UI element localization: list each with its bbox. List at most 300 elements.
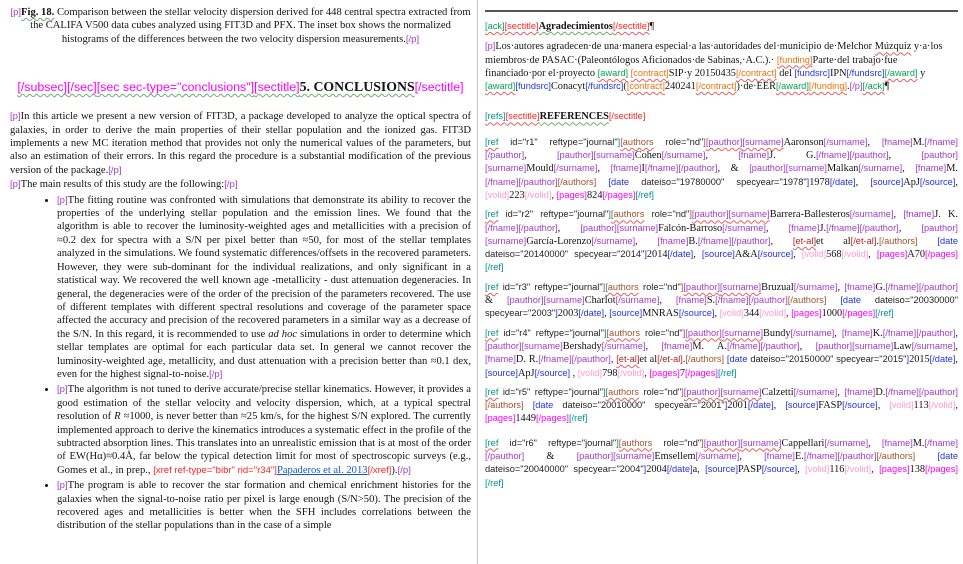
markup-tag: [/pauthor] — [518, 222, 558, 233]
markup-tag: [/pauthor] — [849, 150, 889, 161]
markup-tag: [/surname] — [591, 235, 636, 246]
text-run: , — [524, 150, 557, 162]
markup-tag: [fname] — [661, 340, 693, 351]
text-run: D. — [875, 386, 886, 398]
markup-tag: [award] — [597, 67, 629, 78]
text-run: , — [955, 176, 958, 188]
markup-tag: [/source] — [761, 464, 798, 475]
markup-tag: [/source] — [757, 249, 794, 260]
text-run: Falcón-Barroso — [658, 222, 723, 234]
markup-tag: [/pauthor] — [918, 386, 959, 397]
markup-tag: [/volid] — [841, 249, 869, 260]
markup-tag: [/sectitle] — [414, 80, 464, 95]
text-run: M. — [912, 136, 925, 148]
markup-tag: [/authors] — [485, 400, 524, 411]
markup-tag: ] — [602, 281, 606, 292]
text-run: Barrera-Ballesteros — [769, 209, 850, 221]
markup-tag: [/p] — [224, 179, 238, 191]
text-run — [524, 400, 533, 411]
text-run: , — [955, 354, 958, 366]
text-run: A&A — [734, 249, 758, 261]
bullet-item-star-formation — [57, 479, 471, 533]
markup-tag: [pages] — [879, 464, 910, 475]
text-run: , — [868, 249, 877, 261]
markup-tag: [/fname] — [924, 437, 958, 448]
markup-tag: ] — [806, 176, 810, 187]
markup-tag: [p] — [485, 41, 496, 52]
bullet-item-kinematics — [57, 383, 471, 477]
papaderos-2013-link[interactable]: Papaderos et al. 2013 — [276, 464, 368, 476]
markup-tag: dateiso="20010000" specyear="2001" — [553, 400, 725, 411]
text-run: PASP — [738, 464, 762, 476]
markup-tag: [surname] — [543, 295, 585, 306]
markup-tag: [surname] — [785, 163, 827, 174]
text-run: , — [714, 308, 720, 320]
markup-tag: [/sectitle] — [612, 21, 650, 31]
text-run: 113 — [913, 400, 929, 412]
markup-tag: [/contract] — [695, 81, 737, 92]
text-run: simulations in order to determine which stellar templates are optimal for each particular data set. In general we cannot recover the luminosity-weighted age, metallicity, and dust attenuation with a precision better than ≈0.1 dex, even for the highest signal-to-noise. — [57, 328, 471, 380]
markup-tag: ] — [643, 464, 647, 475]
markup-tag: [source] — [609, 308, 643, 319]
markup-tag: id="r2" reftype="journal" — [498, 209, 609, 220]
markup-tag: [/authors] — [878, 235, 918, 246]
markup-tag: [/et-al] — [657, 354, 683, 365]
markup-tag: [/ref] — [485, 477, 504, 488]
markup-tag: [fname] — [844, 386, 876, 397]
text-run: J. K. — [934, 209, 958, 221]
text-run: E. — [795, 451, 804, 463]
markup-tag: [/pauthor] — [859, 222, 899, 233]
markup-tag: ] — [681, 386, 684, 397]
markup-tag: [pauthor] — [576, 451, 614, 462]
markup-tag: [source] — [701, 249, 735, 260]
markup-tag: [/volid] — [844, 464, 872, 475]
text-run: 2003 — [557, 308, 579, 320]
markup-tag: [/surname] — [849, 209, 894, 220]
markup-tag: [pages] — [485, 413, 516, 424]
markup-tag: [/xref] — [367, 464, 392, 476]
markup-tag: [/date] — [667, 249, 694, 260]
markup-tag: [/contract] — [735, 67, 777, 78]
text-run: B. — [688, 235, 698, 247]
markup-tag: [pauthor] — [683, 281, 720, 292]
text-run: )·de·EER — [736, 81, 776, 93]
text-run: Cohen — [634, 150, 662, 162]
text-run: ( — [623, 81, 627, 93]
markup-tag: [fname] — [841, 327, 873, 338]
markup-tag: [/pauthor] — [916, 327, 956, 338]
markup-tag: [/pauthor] — [748, 295, 788, 306]
text-run: , — [739, 451, 765, 463]
text-run: Múzquiz — [874, 41, 912, 53]
markup-tag: [authors — [610, 209, 645, 220]
markup-tag: [pauthor] — [815, 340, 853, 351]
markup-tag: [p] — [10, 7, 22, 18]
markup-tag: [xref ref-type="bibr" rid="r34"] — [153, 464, 277, 476]
markup-tag: [fname] — [881, 437, 913, 448]
text-run: 2004 — [646, 464, 667, 476]
markup-tag: [/authors] — [876, 451, 916, 462]
markup-tag: [volid] — [805, 464, 830, 475]
text-run: & — [485, 295, 507, 307]
text-run: et al — [816, 235, 851, 247]
markup-tag: [source] — [785, 400, 819, 411]
text-run — [915, 451, 937, 462]
markup-tag: [/p] — [397, 464, 411, 476]
markup-tag: [ref — [485, 281, 499, 292]
text-run: The main results of this study are the following: — [20, 179, 225, 191]
text-run: The fitting routine was confronted with simulations that demonstrate its ability to recover the properties of the underlying stellar population and the emission lines. We found that the algorithm is able to recover the luminosity-weighted ages and metallicities with a precision of ≈0.2 dex for spectra with a S/N per pixel better than ≈50, for most of the stellar templates analyzed in the simulations. We found systematic differences/offsets in the recovered parameters. However, they were sub-dominant for the individual realizations, and only significant in a statistical way. We recovered the well known age -metallicity - dust attenuation degeneracies. In general, the degeneracies were of the order of the precision of the parameters recovered. The use of different templates with different spectral resolutions and coverage of the parameter space affected the accuracy and precision of the recovered parameters in a similar way as a decrease of the S/N. In this regard, it is recommended to use — [57, 194, 471, 340]
text-run: D. R. — [515, 354, 539, 366]
markup-tag: ] — [608, 209, 611, 220]
markup-tag: [/pauthor] — [485, 451, 525, 462]
markup-tag: [contract] — [630, 67, 669, 78]
markup-tag: [/pauthor] — [760, 340, 800, 351]
text-run: García-Lorenzo — [526, 235, 592, 247]
markup-tag: ] — [555, 308, 558, 319]
markup-tag: ] — [602, 386, 606, 397]
markup-tag: ] — [616, 437, 619, 448]
markup-tag: [volid] — [889, 400, 914, 411]
markup-tag: [pauthor] — [921, 222, 958, 233]
markup-tag: [p] — [57, 384, 68, 396]
markup-tag: [surname] — [616, 222, 659, 233]
markup-tag: [/source] — [678, 308, 715, 319]
conclusions-heading — [10, 77, 471, 97]
text-run: Fig. 18. — [21, 7, 55, 18]
markup-tag: [/surname] — [911, 340, 956, 351]
markup-tag: [refs] — [485, 111, 506, 122]
markup-tag: [authors — [605, 386, 639, 397]
markup-tag: [fundsrc] — [794, 67, 830, 78]
text-run: Aaronson — [783, 136, 824, 148]
text-run: del — [776, 67, 795, 79]
markup-tag: [pages] — [649, 367, 680, 378]
text-run: , — [834, 327, 842, 339]
text-run: M. — [912, 437, 925, 449]
text-run: 2014 — [646, 249, 668, 261]
markup-tag: [sectitle] — [504, 21, 539, 31]
text-run: The algorithm is not tuned to derive accurate/precise stellar kinematics. However, it provides a good estimation of the stellar velocity and velocity dispersion, which, at a typical spectral resolution of — [57, 384, 471, 423]
markup-tag: [authors — [620, 136, 654, 147]
markup-tag: [/source] — [534, 367, 571, 378]
markup-tag: [/surname] — [661, 150, 706, 161]
markup-tag: [/source] — [842, 400, 878, 411]
markup-tag: [/surname] — [615, 295, 660, 306]
text-run: , — [799, 340, 816, 352]
markup-tag: [p] — [57, 194, 68, 206]
text-run: & — [524, 451, 577, 463]
markup-tag: [authors — [606, 327, 640, 338]
markup-tag: [/surname] — [722, 222, 766, 233]
markup-tag: [et-al] — [616, 354, 640, 365]
text-run: Conacyt — [550, 81, 586, 93]
markup-tag: [fname] — [903, 209, 935, 220]
conclusions-bullet-list — [10, 194, 471, 533]
left-page — [10, 6, 471, 535]
text-run: , — [659, 295, 676, 307]
text-run: 1449 — [515, 413, 536, 425]
markup-tag: dateiso="19780000" specyear="1978" — [629, 176, 807, 187]
markup-tag: [/pages] — [842, 308, 876, 319]
text-run: 2001 — [727, 400, 748, 412]
markup-tag: [/surname] — [553, 163, 598, 174]
text-run: , — [570, 367, 578, 379]
text-run: , — [693, 249, 702, 261]
markup-tag: [ref — [485, 136, 499, 147]
markup-tag: id="r1" reftype="journal" — [498, 136, 618, 147]
text-run: K. — [872, 327, 883, 339]
markup-tag: [/fname] — [885, 281, 919, 292]
markup-tag: [contract] — [626, 81, 665, 92]
markup-tag: [award] — [485, 81, 516, 92]
markup-tag: [/volid] — [759, 308, 787, 319]
text-run: , — [597, 163, 611, 175]
page-column-divider — [477, 0, 478, 564]
markup-tag: [surname] — [721, 327, 764, 338]
markup-tag: [/fundsrc] — [846, 67, 885, 78]
markup-tag: ] — [689, 209, 692, 220]
markup-tag: [volid] — [719, 308, 744, 319]
markup-tag: [authors — [605, 281, 639, 292]
markup-tag: role="nd" — [644, 209, 690, 220]
reference-entry-r1 — [485, 136, 958, 202]
markup-tag: [pages] — [876, 249, 908, 260]
text-run: , — [644, 367, 650, 379]
text-run: , — [877, 400, 890, 412]
markup-tag: [fname] — [610, 163, 642, 174]
text-run: ). — [391, 464, 398, 476]
markup-tag: [/fundsrc] — [585, 81, 624, 92]
markup-tag: [fname] — [675, 295, 707, 306]
markup-tag: [surname] — [740, 437, 782, 448]
text-run: 1978 — [809, 176, 830, 188]
markup-tag: [/fname] — [538, 354, 572, 365]
text-run: 824 — [587, 189, 603, 201]
markup-tag: [/p] — [849, 81, 863, 92]
text-run: 344 — [743, 308, 760, 320]
markup-tag: dateiso="20040000" specyear="2004" — [485, 464, 644, 475]
markup-tag: [authors — [618, 437, 653, 448]
text-run: 240241 — [664, 81, 696, 93]
text-run: . — [876, 235, 879, 247]
text-run: M. — [946, 163, 958, 175]
markup-tag: [fname] — [738, 150, 770, 161]
text-run: 2015 — [909, 354, 930, 366]
markup-tag: [surname] — [485, 235, 527, 246]
markup-tag: [sectitle] — [505, 111, 540, 122]
text-run: , — [955, 340, 958, 352]
markup-tag: [volid] — [577, 367, 603, 378]
markup-tag: ] — [644, 249, 647, 260]
markup-tag: ] — [703, 136, 706, 147]
markup-tag: [ref — [485, 437, 499, 448]
markup-tag: [/sectitle] — [608, 111, 646, 122]
markup-tag: [/fname] — [803, 451, 838, 462]
text-run: a, — [692, 464, 706, 476]
markup-tag: [funding] — [776, 54, 813, 65]
markup-tag: [/surname] — [793, 281, 838, 292]
markup-tag: [source] — [705, 464, 739, 475]
text-run: Comparison between the stellar velocity dispersion derived for 448 central spectra extracted from the CALIFA V500 data cubes analyzed using FIT3D and PFX. The inset box shows the normalized histograms of the differences between the two velocity dispersion measurements. — [30, 7, 471, 45]
markup-tag: [date — [726, 354, 748, 365]
text-run: , — [867, 136, 882, 148]
text-run: , & — [717, 163, 750, 175]
markup-tag: [fname] — [788, 222, 820, 233]
text-run: , — [705, 150, 739, 162]
text-run: FASP — [818, 400, 843, 412]
markup-tag: ] — [701, 437, 704, 448]
text-run — [918, 236, 938, 247]
markup-tag: [date — [840, 295, 861, 306]
markup-tag: [/date] — [666, 464, 693, 475]
text-run: J. — [819, 222, 827, 234]
markup-tag: [/pauthor] — [837, 451, 877, 462]
markup-tag: [/pages] — [536, 413, 569, 424]
text-run: M. A. — [692, 340, 727, 352]
markup-tag: [p] — [57, 480, 68, 492]
bullet-item-fitting-routine — [57, 194, 471, 382]
markup-tag: [/volid] — [928, 400, 956, 411]
markup-tag: role="nd" — [653, 136, 704, 147]
text-run: ApJ — [517, 367, 535, 379]
text-run: , — [645, 340, 662, 352]
text-run: , — [868, 437, 882, 449]
markup-tag: [/et-al] — [850, 235, 877, 246]
markup-tag: [/pauthor] — [571, 354, 611, 365]
text-run: 5. CONCLUSIONS — [299, 79, 415, 95]
text-run: SIP·y 20150435 — [668, 67, 736, 79]
markup-tag: [/surname] — [790, 327, 835, 338]
markup-tag: [sectitle] — [254, 80, 300, 95]
markup-tag: [sec sec-type="conclusions"] — [96, 80, 255, 95]
markup-tag: [/surname] — [824, 437, 869, 448]
markup-tag: [/fname] — [726, 340, 761, 351]
text-run: 568 — [826, 249, 842, 261]
markup-tag: [pauthor] — [556, 150, 594, 161]
markup-tag: [surname] — [719, 281, 762, 292]
text-run: 7 — [679, 367, 686, 379]
markup-tag: ] — [617, 136, 621, 147]
markup-tag: [volid] — [485, 189, 510, 200]
markup-tag: [pauthor] — [705, 136, 743, 147]
text-run: 138 — [909, 464, 926, 476]
text-run: , — [888, 150, 922, 162]
text-run: y·a·los miembros·de PASAC·(Paleontólogos Aficionados·de Sabinas,·A.C.).· — [485, 41, 943, 66]
text-run: ≈1000, is never better than ≈25 km/s, for the highest S/N explored. The currently implemented approach to derive the kinematics introduces a systematic effect in the profile of the subtracted absorption lines. This translates into an unrealistic emission that is at most of the order of EW(Hα)≈0.4Å, far below the typical detection limit for most of spectroscopic surveys (e.g., Gomes et al., in prep., — [57, 411, 471, 476]
markup-tag: [/funding] — [808, 81, 848, 92]
paragraph-intro — [10, 110, 471, 177]
markup-tag: id="r4" reftype="journal" — [498, 327, 604, 338]
markup-tag: [/volid] — [617, 367, 645, 378]
markup-tag: [/date] — [747, 400, 774, 411]
text-run: , — [793, 249, 802, 261]
markup-tag: dateiso="20030000" specyear="2003" — [485, 295, 958, 319]
text-run: , — [773, 400, 786, 412]
reference-entry-r4 — [485, 327, 958, 380]
acknowledgements-paragraph — [485, 40, 958, 93]
text-run: Bruzual — [761, 281, 794, 293]
markup-tag: [/pages] — [925, 249, 958, 260]
markup-tag: [pauthor] — [580, 222, 617, 233]
text-run: 798 — [602, 367, 618, 379]
markup-tag: [pauthor] — [703, 437, 741, 448]
text-run: Emsellem — [654, 451, 696, 463]
markup-tag: [p] — [10, 179, 21, 191]
markup-tag: [/surname] — [793, 386, 838, 397]
text-run: 116 — [829, 464, 845, 476]
markup-tag: [/surname] — [823, 136, 868, 147]
text-run: , — [855, 176, 871, 188]
text-run: ¶ — [884, 81, 890, 93]
text-run: In this article we present a new version of FIT3D, a package developed to analyze the optical spectra of galaxies, in order to derive the main properties of their stellar population and the ionized gas. FIT3D implements a new MC iteration method that provides not only the numerical values of the parameters, but also an estimation of their errors. In this regard the procedure is a substantial modification of the previous version of the package. — [10, 111, 471, 176]
markup-tag: [fname] — [881, 136, 913, 147]
text-run: Parte·del trabajo·fue financiado·por el·proyecto — [485, 54, 898, 79]
text-run: , — [604, 308, 610, 320]
markup-tag: [/fname] — [485, 176, 519, 187]
markup-tag: [ack] — [485, 21, 505, 31]
text-run: et al — [639, 354, 658, 366]
markup-tag: [date — [608, 176, 630, 187]
markup-tag: [/pauthor] — [731, 235, 771, 246]
text-run: Law — [893, 340, 912, 352]
markup-tag: [pauthor] — [506, 295, 544, 306]
paragraph-main-results — [10, 178, 471, 191]
markup-tag: role="nd" — [639, 327, 683, 338]
markup-tag: [pauthor] — [749, 163, 786, 174]
markup-tag: [fname] — [844, 281, 876, 292]
markup-tag: [/source] — [919, 176, 956, 187]
markup-tag: [p] — [10, 111, 21, 123]
markup-tag: [/volid] — [524, 189, 552, 200]
markup-tag: ] — [603, 327, 607, 338]
text-run: The program is able to recover the star formation and chemical enrichment histories for the galaxies when the signal-to-noise ratio per pixel is large enough (S/N>50). The precision of the recovered ages and metallicities is better when the SFH includes correlations between the distribution of the stellar populations than in the case of a simple — [57, 480, 471, 532]
text-run: Mould — [526, 163, 554, 175]
markup-tag: [/ref] — [635, 189, 654, 200]
text-run: ¶ — [649, 21, 655, 32]
markup-tag: [/fname] — [815, 150, 850, 161]
references-heading — [485, 110, 958, 123]
text-run: S. — [706, 295, 716, 307]
markup-tag: [surname] — [485, 163, 527, 174]
markup-tag: [/award] — [775, 81, 809, 92]
reference-entry-r2 — [485, 208, 958, 274]
text-run: , — [902, 163, 916, 175]
text-run: R — [114, 411, 121, 423]
text-run: Bershady — [562, 340, 602, 352]
markup-tag: [/fname] — [882, 327, 917, 338]
text-run: Bundy — [763, 327, 791, 339]
text-run: I — [641, 163, 645, 175]
markup-tag: ] — [680, 281, 684, 292]
markup-tag: [/ref] — [875, 308, 894, 319]
markup-tag: [et-al] — [792, 235, 817, 246]
text-run: Los·autores agradecen·de una·manera especial·a las·autoridades del·municipio de·Melchor — [495, 41, 875, 53]
markup-tag: [/ref] — [717, 367, 737, 378]
text-run: Malkan — [826, 163, 859, 175]
markup-tag: [/p] — [209, 368, 223, 380]
markup-tag: [/pages] — [602, 189, 636, 200]
markup-tag: [pauthor] — [683, 386, 721, 397]
text-run: , — [765, 222, 789, 234]
reference-entry-r3 — [485, 281, 958, 321]
text-run: ApJ — [903, 176, 920, 188]
markup-tag: [fundsrc] — [515, 81, 551, 92]
text-run: Agradecimientos — [538, 21, 613, 32]
markup-tag: [fname] — [764, 451, 796, 462]
markup-tag: [/pages] — [685, 367, 718, 378]
